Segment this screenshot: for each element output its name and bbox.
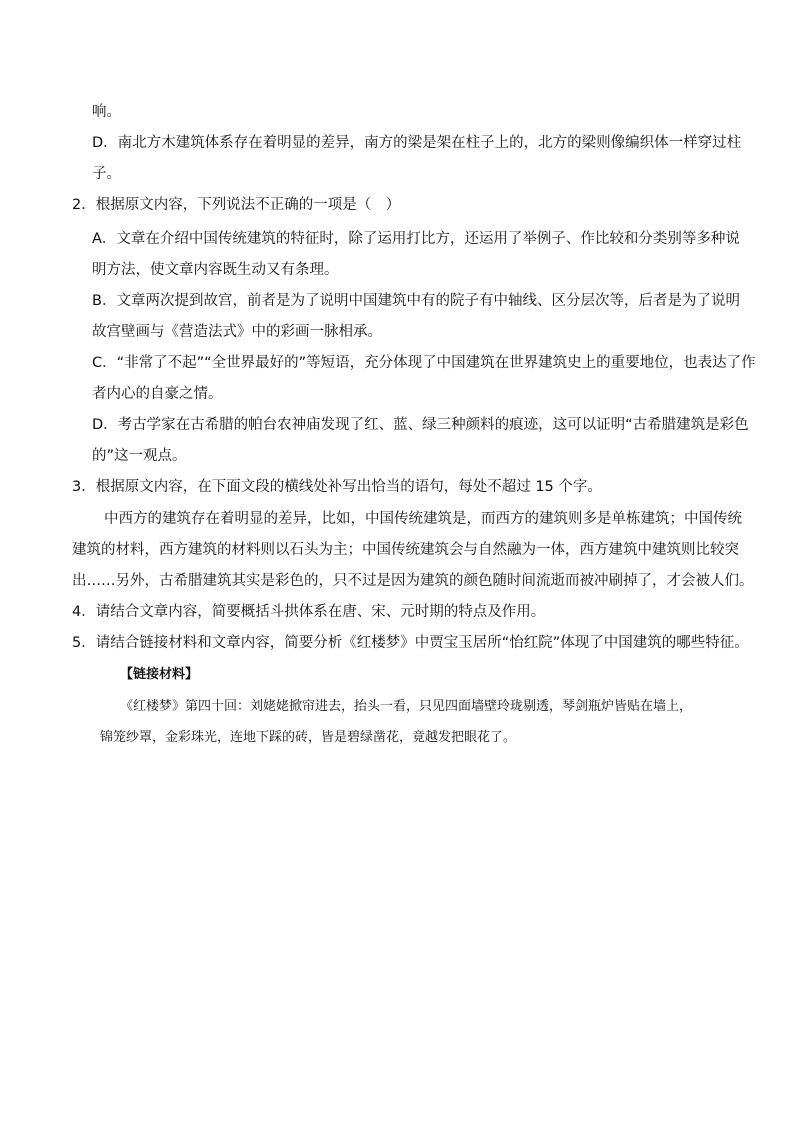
option-a-line: A．文章在介绍中国传统建筑的特征时，除了运用打比方，还运用了举例子、作比较和分类别等多种说 — [92, 231, 740, 247]
text-line: 响。 — [92, 104, 121, 120]
question-5: 5．请结合链接材料和文章内容，简要分析《红楼梦》中贾宝玉居所“怡红院”体现了中国建筑的哪些特征。 — [72, 635, 749, 651]
option-c-line: C．“非常了不起”“全世界最好的”等短语，充分体现了中国建筑在世界建筑史上的重要地位，也表达了作 — [92, 355, 756, 371]
text-line: 故宫壁画与《营造法式》中的彩画一脉相承。 — [92, 324, 382, 340]
option-d-line: D．南北方木建筑体系存在着明显的差异，南方的梁是架在柱子上的，北方的梁则像编织体一样穿过柱 — [92, 135, 742, 151]
option-d-line: D．考古学家在古希腊的帕台农神庙发现了红、蓝、绿三种颜料的痕迹，这可以证明“古希腊建筑是彩色 — [92, 417, 749, 433]
question-3: 3．根据原文内容，在下面文段的横线处补写出恰当的语句，每处不超过 15 个字。 — [72, 479, 602, 495]
text-line: 明方法，使文章内容既生动又有条理。 — [92, 262, 339, 278]
quote-line: 锦笼纱罩，金彩珠光，连地下踩的砖，皆是碧绿凿花，竟越发把眼花了。 — [100, 730, 517, 745]
link-material-label: 【链接材料】 — [120, 667, 199, 682]
text-line: 的”这一观点。 — [92, 448, 187, 464]
passage-line: 出……另外，古希腊建筑其实是彩色的，只不过是因为建筑的颜色随时间流逝而被冲刷掉了，才会被人们。 — [72, 573, 754, 589]
passage-line: 建筑的材料，西方建筑的材料则以石头为主；中国传统建筑会与自然融为一体，西方建筑中建筑则比较突 — [72, 542, 739, 558]
question-2: 2．根据原文内容，下列说法不正确的一项是（ ） — [72, 197, 401, 213]
text-line: 子。 — [92, 166, 121, 182]
option-b-line: B．文章两次提到故宫，前者是为了说明中国建筑中有的院子有中轴线、区分层次等，后者是为了说明 — [92, 293, 740, 309]
quote-line: 《红楼梦》第四十回：刘姥姥掀帘进去，抬头一看，只见四面墙壁玲珑剔透，琴剑瓶炉皆贴在墙上， — [120, 699, 693, 714]
passage-line: 中西方的建筑存在着明显的差异，比如，中国传统建筑是，而西方的建筑则多是单栋建筑；中国传统 — [104, 511, 742, 527]
text-line: 者内心的自豪之情。 — [92, 386, 223, 402]
question-4: 4．请结合文章内容，简要概括斗拱体系在唐、宋、元时期的特点及作用。 — [72, 604, 546, 620]
